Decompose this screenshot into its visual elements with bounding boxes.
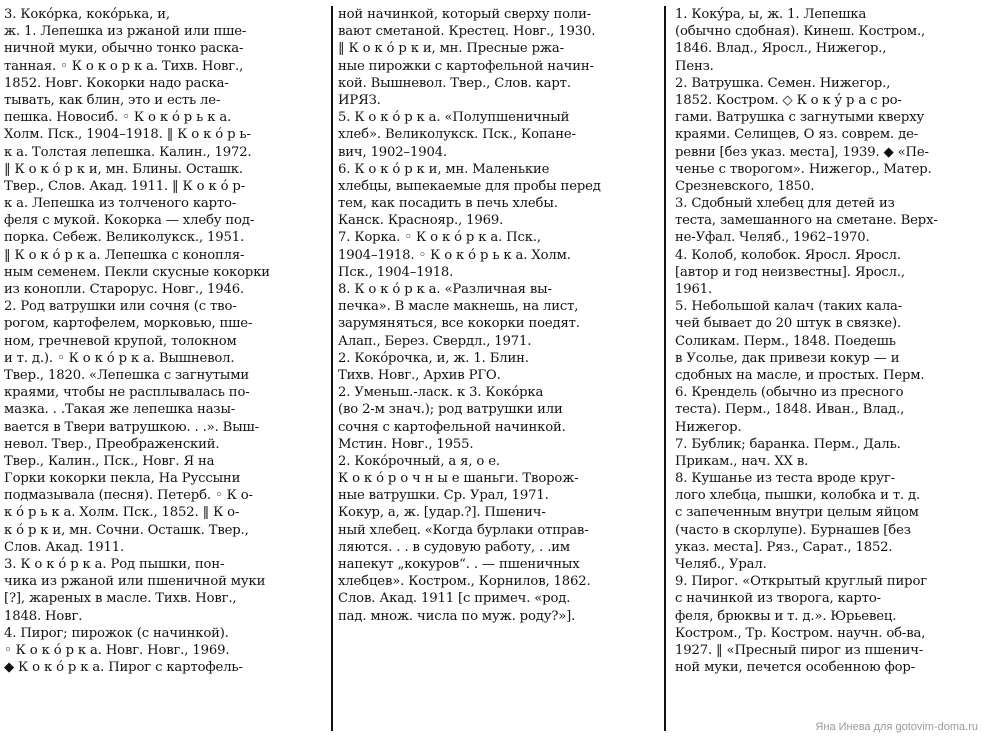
text-line: ничной муки, обычно тонко раска- — [4, 41, 244, 57]
text-line: теста, замешанного на сметане. Верх- — [675, 213, 938, 229]
text-line: печка». В масле макнешь, на лист, — [338, 299, 579, 315]
text-line: 3. Сдобный хлебец для детей из — [675, 196, 895, 212]
text-line: (обычно сдобная). Кинеш. Костром., — [675, 24, 926, 40]
text-line: Горки кокорки пекла, На Руссыни — [4, 471, 241, 487]
text-line: краями, чтобы не расплывалась по- — [4, 385, 250, 401]
text-line: 9. Пирог. «Открытый круглый пирог — [675, 574, 927, 590]
text-line: порка. Себеж. Великолукск., 1951. — [4, 230, 245, 246]
text-line: ляются. . . в судовую работу, . .им — [338, 539, 571, 555]
text-line: Канск. Краснояр., 1969. — [338, 213, 504, 229]
text-line: 2. Ватрушка. Семен. Нижегор., — [675, 75, 891, 91]
text-line: ИРЯЗ. — [338, 92, 381, 108]
text-line: к ó р ь к а. Холм. Пск., 1852. ‖ К о- — [4, 505, 240, 521]
text-line: (часто в скорлупе). Бурнашев [без — [675, 522, 911, 538]
text-line: к а. Толстая лепешка. Калин., 1972. — [4, 144, 252, 160]
text-line: кой. Вышневол. Твер., Слов. карт. — [338, 75, 571, 91]
text-line: подмазывала (песня). Петерб. ◦ К о- — [4, 488, 253, 504]
text-line: 1848. Новг. — [4, 608, 83, 624]
text-line: ным семенем. Пекли скусные кокорки — [4, 264, 270, 280]
text-line: Прикам., нач. XX в. — [675, 453, 809, 469]
text-line: Соликам. Перм., 1848. Поедешь — [675, 333, 896, 349]
text-line: ный хлебец. «Когда бурлаки отправ- — [338, 522, 589, 538]
text-line: Тихв. Новг., Архив РГО. — [338, 367, 501, 383]
text-line: 6. К о к ó р к и, мн. Маленькие — [338, 161, 550, 177]
text-line: Холм. Пск., 1904–1918. ‖ К о к ó р ь- — [4, 127, 251, 143]
text-line: теста). Перм., 1848. Иван., Влад., — [675, 402, 905, 418]
text-line: 6. Крендель (обычно из пресного — [675, 385, 904, 401]
text-line: 7. Бублик; баранка. Перм., Даль. — [675, 436, 901, 452]
text-line: чей бывает до 20 штук в связке). — [675, 316, 902, 332]
text-line: вают сметаной. Крестец. Новг., 1930. — [338, 24, 596, 40]
text-line: 4. Колоб, колобок. Яросл. Яросл. — [675, 247, 901, 263]
text-line: тывать, как блин, это и есть ле- — [4, 92, 221, 108]
text-line: пешка. Новосиб. ◦ К о к ó р ь к а. — [4, 110, 232, 126]
text-line: 4. Пирог; пирожок (с начинкой). — [4, 625, 229, 641]
text-line: 1927. ‖ «Пресный пирог из пшенич- — [675, 642, 924, 658]
text-line: 2. Кокóрочный, а я, о е. — [338, 453, 500, 469]
text-line: Твер., Слов. Акад. 1911. ‖ К о к ó р- — [4, 178, 246, 194]
text-line: и т. д.). ◦ К о к ó р к а. Вышневол. — [4, 350, 235, 366]
text-line: танная. ◦ К о к о р к а. Тихв. Новг., — [4, 58, 244, 74]
text-line: ◆ К о к ó р к а. Пирог с картофель- — [4, 660, 243, 676]
text-line: сдобных на масле, и простых. Перм. — [675, 367, 925, 383]
text-line: пад. множ. числа по муж. роду?»]. — [338, 608, 576, 624]
column-left — [4, 6, 322, 676]
column-divider-right — [664, 6, 666, 731]
text-line: (во 2-м знач.); род ватрушки или — [338, 402, 563, 418]
text-line: Пенз. — [675, 58, 714, 74]
text-line: 1852. Костром. ◇ К о к ý р а с ро- — [675, 92, 902, 108]
text-line: 1. Кокýра, ы, ж. 1. Лепешка — [675, 7, 867, 22]
text-line: ‖ К о к ó р к и, мн. Пресные ржа- — [338, 41, 564, 57]
text-line: хлебцы, выпекаемые для пробы перед — [338, 178, 601, 194]
text-line: с запеченным внутри целым яйцом — [675, 505, 919, 521]
text-line: мазка. . .Такая же лепешка назы- — [4, 402, 236, 418]
text-line: 3. Кокóрка, кокóрька, и, — [4, 7, 170, 22]
text-line: [?], жареных в масле. Тихв. Новг., — [4, 591, 237, 607]
text-line: гами. Ватрушка с загнутыми кверху — [675, 110, 925, 126]
text-line: Алап., Берез. Свердл., 1971. — [338, 333, 532, 349]
text-line: рогом, картофелем, морковью, пше- — [4, 316, 253, 332]
text-line: ченье с творогом». Нижегор., Матер. — [675, 161, 932, 177]
text-line: ревни [без указ. места], 1939. ◆ «Пе- — [675, 144, 929, 160]
text-line: 8. К о к ó р к а. «Различная вы- — [338, 282, 552, 297]
text-line: в Усолье, дак привези кокур — и — [675, 350, 900, 366]
text-line: Костром., Тр. Костром. научн. об-ва, — [675, 625, 926, 641]
text-line: Твер., 1820. «Лепешка с загнутыми — [4, 367, 249, 383]
text-line: зарумяняться, все кокорки поедят. — [338, 316, 580, 332]
text-line: хлебцев». Костром., Корнилов, 1862. — [338, 574, 591, 590]
text-line: вич, 1902–1904. — [338, 144, 447, 160]
text-line: ж. 1. Лепешка из ржаной или пше- — [4, 24, 247, 40]
text-line: 1961. — [675, 282, 713, 297]
text-line: к ó р к и, мн. Сочни. Осташк. Твер., — [4, 522, 249, 538]
text-line: 1904–1918. ◦ К о к ó р ь к а. Холм. — [338, 247, 571, 263]
text-line: не-Уфал. Челяб., 1962–1970. — [675, 230, 870, 246]
text-line: ные ватрушки. Ср. Урал, 1971. — [338, 488, 549, 504]
text-line: К о к ó р о ч н ы е шаньги. Творож- — [338, 471, 579, 487]
text-line: Слов. Акад. 1911 [с примеч. «род. — [338, 591, 571, 607]
text-line: ◦ К о к ó р к а. Новг. Новг., 1969. — [4, 642, 230, 658]
text-line: Слов. Акад. 1911. — [4, 539, 125, 555]
text-line: 1846. Влад., Яросл., Нижегор., — [675, 41, 887, 57]
text-line: 2. Кокóрочка, и, ж. 1. Блин. — [338, 350, 529, 366]
text-line: Кокур, а, ж. [удар.?]. Пшенич- — [338, 505, 546, 521]
text-line: Твер., Калин., Пск., Новг. Я на — [4, 453, 215, 469]
text-line: 1852. Новг. Кокорки надо раска- — [4, 75, 229, 91]
text-line: вается в Твери ватрушкою. . .». Выш- — [4, 419, 259, 435]
text-line: 2. Уменьш.-ласк. к 3. Кокóрка — [338, 385, 544, 401]
text-line: ном, гречневой крупой, толокном — [4, 333, 237, 349]
text-line: феля с мукой. Кокорка — хлебу под- — [4, 213, 255, 229]
text-line: Пск., 1904–1918. — [338, 264, 454, 280]
text-line: сочня с картофельной начинкой. — [338, 419, 566, 435]
watermark: Яна Инева для gotovim-doma.ru — [815, 721, 978, 733]
text-line: феля, брюквы и т. д.». Юрьевец. — [675, 608, 897, 624]
text-line: из конопли. Старорус. Новг., 1946. — [4, 282, 245, 297]
text-line: 7. Корка. ◦ К о к ó р к а. Пск., — [338, 230, 541, 246]
column-middle — [338, 6, 654, 625]
text-line: лого хлебца, пышки, колобка и т. д. — [675, 488, 921, 504]
column-divider-left — [331, 6, 333, 731]
text-line: Челяб., Урал. — [675, 557, 767, 572]
text-line: ные пирожки с картофельной начин- — [338, 58, 594, 74]
text-line: [автор и год неизвестны]. Яросл., — [675, 264, 905, 280]
text-line: ной начинкой, который сверху поли- — [338, 7, 592, 22]
text-line: ‖ К о к ó р к и, мн. Блины. Осташк. — [4, 161, 243, 177]
text-line: Мстин. Новг., 1955. — [338, 436, 474, 452]
text-line: напекут „кокуров“. . — пшеничных — [338, 557, 580, 572]
text-line: невол. Твер., Преображенский. — [4, 436, 220, 452]
text-line: Нижегор. — [675, 419, 742, 435]
text-line: краями. Селищев, О яз. соврем. де- — [675, 127, 919, 143]
text-line: ‖ К о к ó р к а. Лепешка с конопля- — [4, 247, 245, 263]
text-line: ной муки, печется особенною фор- — [675, 660, 916, 676]
column-right — [675, 6, 995, 676]
text-line: с начинкой из творога, карто- — [675, 591, 881, 607]
text-line: хлеб». Великолукск. Пск., Копане- — [338, 127, 576, 143]
text-line: 2. Род ватрушки или сочня (с тво- — [4, 299, 237, 315]
text-line: тем, как посадить в печь хлебы. — [338, 196, 558, 212]
text-line: 8. Кушанье из теста вроде круг- — [675, 471, 895, 487]
text-line: Срезневского, 1850. — [675, 178, 815, 194]
text-line: чика из ржаной или пшеничной муки — [4, 574, 266, 590]
text-line: 5. К о к ó р к а. «Полупшеничный — [338, 110, 570, 126]
text-line: к а. Лепешка из толченого карто- — [4, 196, 237, 212]
text-line: 5. Небольшой калач (таких кала- — [675, 299, 903, 315]
text-line: указ. места]. Ряз., Сарат., 1852. — [675, 539, 893, 555]
text-line: 3. К о к ó р к а. Род пышки, пон- — [4, 557, 225, 572]
